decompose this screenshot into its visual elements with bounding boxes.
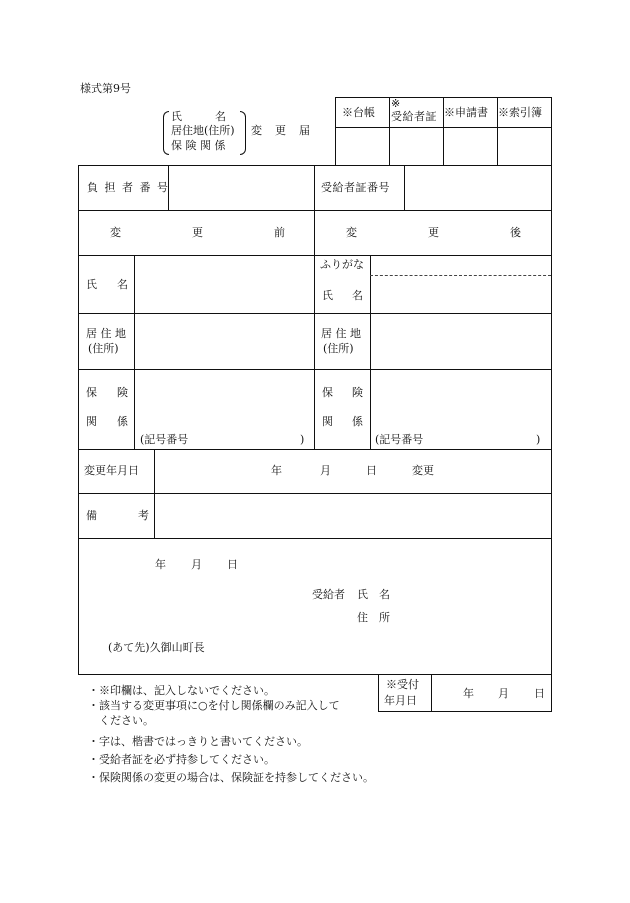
jukyusha-number-label: 受給者証番号 bbox=[321, 181, 390, 194]
stamp-sakuinbo-label: ※索引簿 bbox=[498, 106, 542, 119]
receipt-label-line1: ※受付 bbox=[386, 678, 419, 691]
futansha-number-label: 負 担 者 番 号 bbox=[87, 181, 170, 194]
jukyusha-number-field[interactable] bbox=[405, 166, 551, 210]
receipt-month: 月 bbox=[498, 687, 509, 700]
address-before-field[interactable] bbox=[135, 314, 314, 369]
sign-date-day: 日 bbox=[227, 558, 238, 571]
change-date-year: 年 bbox=[271, 464, 282, 477]
kigou-before-label: (記号番号 bbox=[140, 433, 189, 446]
address-after-field[interactable] bbox=[371, 314, 551, 369]
receipt-label-line2: 年月日 bbox=[384, 694, 417, 707]
addressee: (あて先)久御山町長 bbox=[108, 641, 205, 654]
change-date-label: 変更年月日 bbox=[84, 464, 139, 477]
note-item: ・字は、楷書ではっきりと書いてください。 bbox=[88, 735, 308, 748]
furigana-field[interactable] bbox=[371, 256, 551, 275]
note-item: ・※印欄は、記入しないでください。 bbox=[88, 684, 275, 697]
change-date-day: 日 bbox=[366, 464, 377, 477]
furigana-label: ふりがな bbox=[320, 258, 364, 271]
recipient-label: 受給者 bbox=[312, 588, 345, 601]
note-item: ・受給者証を必ず持参してください。 bbox=[88, 753, 275, 766]
note-item: ・保険関係の変更の場合は、保険証を持参してください。 bbox=[88, 771, 374, 784]
stamp-shinseisho-label: ※申請書 bbox=[444, 106, 488, 119]
recipient-address-label: 住 所 bbox=[357, 611, 390, 624]
kigou-after-label: (記号番号 bbox=[375, 433, 424, 446]
note-item: ・該当する変更事項に○を付し関係欄のみ記入して bbox=[88, 699, 340, 712]
change-date-suffix: 変更 bbox=[412, 464, 434, 477]
note-item: ください。 bbox=[88, 714, 154, 727]
sign-date-year: 年 bbox=[155, 558, 166, 571]
stamp-jukyusha-label: 受給者証 bbox=[391, 110, 437, 123]
stamp-jukyusha-mark: ※ bbox=[391, 97, 401, 110]
name-before-field[interactable] bbox=[135, 256, 314, 313]
title-item-insurance: 保 険 関 係 bbox=[171, 139, 226, 152]
title-item-address: 居住地(住所) bbox=[171, 124, 235, 137]
stamp-daichou-label: ※台帳 bbox=[342, 106, 375, 119]
name-after-field[interactable] bbox=[371, 276, 551, 313]
kigou-after-close: ) bbox=[536, 433, 541, 446]
left-brace bbox=[163, 111, 169, 155]
change-date-month: 月 bbox=[320, 464, 331, 477]
sign-date-month: 月 bbox=[191, 558, 202, 571]
right-brace bbox=[240, 111, 246, 155]
remarks-field[interactable] bbox=[155, 494, 551, 538]
futansha-number-field[interactable] bbox=[169, 166, 314, 210]
title-suffix: 変 更 届 bbox=[251, 124, 311, 137]
receipt-year: 年 bbox=[463, 687, 474, 700]
form-number: 様式第9号 bbox=[80, 82, 131, 95]
kigou-before-close: ) bbox=[300, 433, 305, 446]
title-item-name: 氏 名 bbox=[171, 110, 226, 123]
recipient-name-label: 氏 名 bbox=[357, 588, 390, 601]
change-date-field[interactable] bbox=[155, 450, 551, 493]
receipt-day: 日 bbox=[534, 687, 545, 700]
